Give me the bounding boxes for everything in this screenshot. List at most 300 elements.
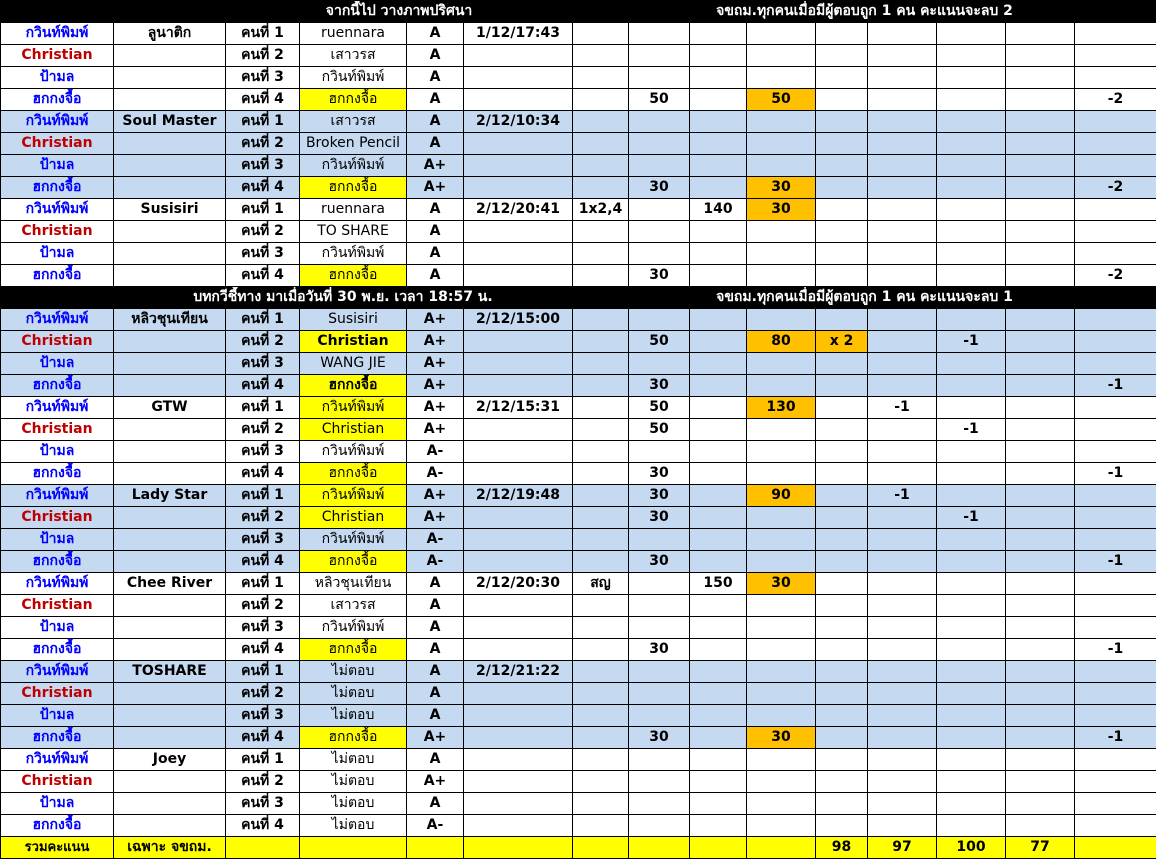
- puzzle-name[interactable]: [114, 375, 226, 397]
- score-cell-c11[interactable]: 30: [629, 551, 690, 573]
- score-cell-c15[interactable]: [868, 23, 937, 45]
- score-cell-c14[interactable]: [816, 441, 868, 463]
- score-cell-c15[interactable]: [868, 375, 937, 397]
- score-cell-c15[interactable]: [868, 243, 937, 265]
- grade-cell[interactable]: A+: [407, 177, 464, 199]
- score-cell-c16[interactable]: [937, 639, 1006, 661]
- score-cell-c11[interactable]: [629, 573, 690, 595]
- score-cell-c16[interactable]: [937, 463, 1006, 485]
- player-name[interactable]: Christian: [1, 221, 114, 243]
- header-note[interactable]: จขถม.ทุกคนเมื่อมีผู้ตอบถูก 1 คน คะแนนจะลบ 1: [573, 287, 1156, 309]
- slot-label[interactable]: คนที่ 4: [226, 89, 300, 111]
- score-cell-c17[interactable]: [1006, 67, 1075, 89]
- puzzle-name[interactable]: [114, 221, 226, 243]
- slot-label[interactable]: คนที่ 1: [226, 661, 300, 683]
- score-cell-c12[interactable]: [690, 419, 747, 441]
- score-cell-c16[interactable]: [937, 23, 1006, 45]
- score-cell-c12[interactable]: [690, 595, 747, 617]
- score-cell-c15[interactable]: [868, 749, 937, 771]
- score-cell-c12[interactable]: [690, 463, 747, 485]
- score-cell-c10[interactable]: [573, 177, 629, 199]
- answer-cell[interactable]: ฮกกงจื้อ: [300, 463, 407, 485]
- score-cell-c17[interactable]: [1006, 507, 1075, 529]
- puzzle-name[interactable]: [114, 727, 226, 749]
- date-cell[interactable]: [464, 419, 573, 441]
- score-cell-c13[interactable]: [747, 45, 816, 67]
- total-blank[interactable]: [407, 837, 464, 859]
- player-name[interactable]: ฮกกงจื้อ: [1, 727, 114, 749]
- score-cell-c12[interactable]: [690, 353, 747, 375]
- score-cell-c16[interactable]: [937, 551, 1006, 573]
- score-cell-c10[interactable]: [573, 661, 629, 683]
- score-cell-c18[interactable]: [1075, 221, 1156, 243]
- score-cell-c13[interactable]: [747, 529, 816, 551]
- player-name[interactable]: ป้ามล: [1, 793, 114, 815]
- score-cell-c10[interactable]: [573, 23, 629, 45]
- puzzle-name[interactable]: [114, 89, 226, 111]
- answer-cell[interactable]: ไม่ตอบ: [300, 683, 407, 705]
- score-cell-c15[interactable]: [868, 551, 937, 573]
- score-cell-c16[interactable]: [937, 661, 1006, 683]
- puzzle-name[interactable]: [114, 353, 226, 375]
- score-cell-c12[interactable]: 140: [690, 199, 747, 221]
- score-cell-c15[interactable]: -1: [868, 485, 937, 507]
- answer-cell[interactable]: กวินท์พิมพ์: [300, 243, 407, 265]
- answer-cell[interactable]: ไม่ตอบ: [300, 815, 407, 837]
- score-cell-c17[interactable]: [1006, 199, 1075, 221]
- score-cell-c18[interactable]: -1: [1075, 727, 1156, 749]
- score-cell-c17[interactable]: [1006, 705, 1075, 727]
- answer-cell[interactable]: กวินท์พิมพ์: [300, 617, 407, 639]
- slot-label[interactable]: คนที่ 2: [226, 419, 300, 441]
- score-cell-c10[interactable]: [573, 551, 629, 573]
- grade-cell[interactable]: A: [407, 45, 464, 67]
- score-cell-c17[interactable]: [1006, 595, 1075, 617]
- date-cell[interactable]: [464, 331, 573, 353]
- score-cell-c14[interactable]: [816, 353, 868, 375]
- score-cell-c17[interactable]: [1006, 793, 1075, 815]
- date-cell[interactable]: 2/12/10:34: [464, 111, 573, 133]
- score-cell-c18[interactable]: [1075, 133, 1156, 155]
- total-blank[interactable]: [573, 837, 629, 859]
- date-cell[interactable]: [464, 727, 573, 749]
- date-cell[interactable]: [464, 441, 573, 463]
- score-cell-c14[interactable]: [816, 309, 868, 331]
- player-name[interactable]: กวินท์พิมพ์: [1, 573, 114, 595]
- grade-cell[interactable]: A+: [407, 397, 464, 419]
- score-cell-c15[interactable]: -1: [868, 397, 937, 419]
- slot-label[interactable]: คนที่ 4: [226, 177, 300, 199]
- puzzle-name[interactable]: [114, 771, 226, 793]
- header-title[interactable]: จากนี้ไป วางภาพปริศนา: [226, 1, 573, 23]
- score-cell-c10[interactable]: [573, 221, 629, 243]
- score-cell-c12[interactable]: [690, 397, 747, 419]
- date-cell[interactable]: [464, 551, 573, 573]
- score-cell-c11[interactable]: [629, 441, 690, 463]
- score-cell-c18[interactable]: [1075, 353, 1156, 375]
- score-cell-c13[interactable]: [747, 507, 816, 529]
- score-cell-c18[interactable]: [1075, 243, 1156, 265]
- score-cell-c18[interactable]: -2: [1075, 265, 1156, 287]
- score-cell-c14[interactable]: [816, 529, 868, 551]
- header-blank[interactable]: [1, 1, 226, 23]
- date-cell[interactable]: [464, 529, 573, 551]
- score-cell-c15[interactable]: [868, 265, 937, 287]
- slot-label[interactable]: คนที่ 1: [226, 199, 300, 221]
- score-cell-c16[interactable]: [937, 705, 1006, 727]
- date-cell[interactable]: [464, 265, 573, 287]
- score-cell-c10[interactable]: [573, 815, 629, 837]
- answer-cell[interactable]: ruennara: [300, 199, 407, 221]
- score-cell-c18[interactable]: [1075, 507, 1156, 529]
- player-name[interactable]: ป้ามล: [1, 155, 114, 177]
- date-cell[interactable]: [464, 793, 573, 815]
- score-cell-c11[interactable]: 30: [629, 507, 690, 529]
- score-cell-c16[interactable]: [937, 749, 1006, 771]
- score-cell-c16[interactable]: [937, 595, 1006, 617]
- score-cell-c15[interactable]: [868, 793, 937, 815]
- score-cell-c18[interactable]: [1075, 595, 1156, 617]
- score-cell-c13[interactable]: [747, 463, 816, 485]
- score-cell-c17[interactable]: [1006, 485, 1075, 507]
- score-cell-c18[interactable]: -1: [1075, 639, 1156, 661]
- score-cell-c17[interactable]: [1006, 111, 1075, 133]
- answer-cell[interactable]: เสาวรส: [300, 111, 407, 133]
- score-cell-c14[interactable]: [816, 23, 868, 45]
- score-cell-c17[interactable]: [1006, 353, 1075, 375]
- grade-cell[interactable]: A+: [407, 353, 464, 375]
- score-cell-c11[interactable]: [629, 595, 690, 617]
- score-cell-c14[interactable]: [816, 771, 868, 793]
- puzzle-name[interactable]: TOSHARE: [114, 661, 226, 683]
- score-cell-c15[interactable]: [868, 727, 937, 749]
- player-name[interactable]: ฮกกงจื้อ: [1, 639, 114, 661]
- score-cell-c18[interactable]: [1075, 397, 1156, 419]
- score-cell-c17[interactable]: [1006, 177, 1075, 199]
- grade-cell[interactable]: A-: [407, 551, 464, 573]
- score-cell-c18[interactable]: [1075, 793, 1156, 815]
- score-cell-c17[interactable]: [1006, 133, 1075, 155]
- score-cell-c14[interactable]: [816, 67, 868, 89]
- puzzle-name[interactable]: [114, 529, 226, 551]
- score-cell-c13[interactable]: [747, 815, 816, 837]
- score-cell-c17[interactable]: [1006, 661, 1075, 683]
- total-blank[interactable]: [747, 837, 816, 859]
- slot-label[interactable]: คนที่ 1: [226, 309, 300, 331]
- score-cell-c12[interactable]: [690, 727, 747, 749]
- score-cell-c15[interactable]: [868, 89, 937, 111]
- score-cell-c10[interactable]: 1x2,4: [573, 199, 629, 221]
- score-cell-c18[interactable]: [1075, 683, 1156, 705]
- puzzle-name[interactable]: Joey: [114, 749, 226, 771]
- slot-label[interactable]: คนที่ 2: [226, 133, 300, 155]
- date-cell[interactable]: [464, 243, 573, 265]
- date-cell[interactable]: [464, 749, 573, 771]
- score-cell-c11[interactable]: [629, 815, 690, 837]
- score-cell-c13[interactable]: [747, 221, 816, 243]
- slot-label[interactable]: คนที่ 1: [226, 749, 300, 771]
- score-cell-c12[interactable]: [690, 639, 747, 661]
- grade-cell[interactable]: A+: [407, 309, 464, 331]
- score-cell-c16[interactable]: [937, 793, 1006, 815]
- player-name[interactable]: กวินท์พิมพ์: [1, 111, 114, 133]
- score-cell-c10[interactable]: [573, 507, 629, 529]
- score-cell-c13[interactable]: 50: [747, 89, 816, 111]
- slot-label[interactable]: คนที่ 1: [226, 485, 300, 507]
- score-cell-c17[interactable]: [1006, 397, 1075, 419]
- answer-cell[interactable]: Christian: [300, 419, 407, 441]
- grade-cell[interactable]: A+: [407, 419, 464, 441]
- score-cell-c14[interactable]: [816, 815, 868, 837]
- answer-cell[interactable]: กวินท์พิมพ์: [300, 529, 407, 551]
- answer-cell[interactable]: ฮกกงจื้อ: [300, 177, 407, 199]
- score-cell-c16[interactable]: [937, 375, 1006, 397]
- score-cell-c16[interactable]: [937, 177, 1006, 199]
- slot-label[interactable]: คนที่ 4: [226, 265, 300, 287]
- total-blank[interactable]: [226, 837, 300, 859]
- score-cell-c14[interactable]: [816, 551, 868, 573]
- grade-cell[interactable]: A+: [407, 331, 464, 353]
- score-cell-c10[interactable]: [573, 617, 629, 639]
- player-name[interactable]: กวินท์พิมพ์: [1, 199, 114, 221]
- score-cell-c14[interactable]: [816, 617, 868, 639]
- score-cell-c12[interactable]: [690, 155, 747, 177]
- date-cell[interactable]: 2/12/20:30: [464, 573, 573, 595]
- player-name[interactable]: ป้ามล: [1, 67, 114, 89]
- score-cell-c18[interactable]: [1075, 441, 1156, 463]
- score-cell-c11[interactable]: [629, 749, 690, 771]
- score-cell-c10[interactable]: [573, 243, 629, 265]
- puzzle-name[interactable]: Lady Star: [114, 485, 226, 507]
- header-blank[interactable]: [1, 287, 114, 309]
- answer-cell[interactable]: ไม่ตอบ: [300, 661, 407, 683]
- puzzle-name[interactable]: [114, 133, 226, 155]
- grade-cell[interactable]: A+: [407, 485, 464, 507]
- score-cell-c14[interactable]: [816, 155, 868, 177]
- slot-label[interactable]: คนที่ 3: [226, 529, 300, 551]
- slot-label[interactable]: คนที่ 4: [226, 375, 300, 397]
- score-cell-c17[interactable]: [1006, 551, 1075, 573]
- score-cell-c15[interactable]: [868, 353, 937, 375]
- score-cell-c10[interactable]: [573, 727, 629, 749]
- date-cell[interactable]: 2/12/15:00: [464, 309, 573, 331]
- score-cell-c17[interactable]: [1006, 265, 1075, 287]
- score-cell-c18[interactable]: [1075, 199, 1156, 221]
- answer-cell[interactable]: กวินท์พิมพ์: [300, 67, 407, 89]
- grade-cell[interactable]: A: [407, 243, 464, 265]
- player-name[interactable]: ฮกกงจื้อ: [1, 551, 114, 573]
- puzzle-name[interactable]: [114, 419, 226, 441]
- slot-label[interactable]: คนที่ 3: [226, 441, 300, 463]
- score-cell-c14[interactable]: [816, 595, 868, 617]
- score-cell-c12[interactable]: [690, 815, 747, 837]
- score-cell-c15[interactable]: [868, 463, 937, 485]
- score-cell-c11[interactable]: 30: [629, 265, 690, 287]
- score-cell-c11[interactable]: [629, 243, 690, 265]
- slot-label[interactable]: คนที่ 3: [226, 243, 300, 265]
- slot-label[interactable]: คนที่ 3: [226, 705, 300, 727]
- puzzle-name[interactable]: [114, 67, 226, 89]
- answer-cell[interactable]: หลิวชุนเทียน: [300, 573, 407, 595]
- score-cell-c12[interactable]: [690, 265, 747, 287]
- score-cell-c12[interactable]: [690, 133, 747, 155]
- score-cell-c11[interactable]: [629, 529, 690, 551]
- score-cell-c17[interactable]: [1006, 749, 1075, 771]
- date-cell[interactable]: [464, 705, 573, 727]
- slot-label[interactable]: คนที่ 2: [226, 683, 300, 705]
- score-cell-c11[interactable]: [629, 771, 690, 793]
- grade-cell[interactable]: A: [407, 221, 464, 243]
- score-cell-c13[interactable]: 130: [747, 397, 816, 419]
- answer-cell[interactable]: ไม่ตอบ: [300, 771, 407, 793]
- score-cell-c18[interactable]: -1: [1075, 551, 1156, 573]
- puzzle-name[interactable]: Soul Master: [114, 111, 226, 133]
- score-cell-c18[interactable]: [1075, 67, 1156, 89]
- score-cell-c15[interactable]: [868, 683, 937, 705]
- total-blank[interactable]: [629, 837, 690, 859]
- score-cell-c14[interactable]: [816, 199, 868, 221]
- score-cell-c13[interactable]: [747, 617, 816, 639]
- puzzle-name[interactable]: [114, 463, 226, 485]
- score-cell-c14[interactable]: [816, 705, 868, 727]
- answer-cell[interactable]: เสาวรส: [300, 45, 407, 67]
- score-cell-c13[interactable]: [747, 155, 816, 177]
- score-cell-c15[interactable]: [868, 67, 937, 89]
- score-cell-c14[interactable]: [816, 661, 868, 683]
- grade-cell[interactable]: A: [407, 705, 464, 727]
- score-cell-c12[interactable]: [690, 661, 747, 683]
- score-cell-c13[interactable]: [747, 67, 816, 89]
- score-cell-c14[interactable]: [816, 133, 868, 155]
- answer-cell[interactable]: ฮกกงจื้อ: [300, 265, 407, 287]
- player-name[interactable]: Christian: [1, 133, 114, 155]
- player-name[interactable]: Christian: [1, 683, 114, 705]
- score-cell-c12[interactable]: [690, 111, 747, 133]
- score-cell-c14[interactable]: [816, 463, 868, 485]
- score-cell-c12[interactable]: [690, 45, 747, 67]
- player-name[interactable]: ป้ามล: [1, 617, 114, 639]
- score-cell-c16[interactable]: [937, 111, 1006, 133]
- score-cell-c13[interactable]: [747, 705, 816, 727]
- date-cell[interactable]: 1/12/17:43: [464, 23, 573, 45]
- score-cell-c16[interactable]: [937, 441, 1006, 463]
- puzzle-name[interactable]: [114, 815, 226, 837]
- score-cell-c18[interactable]: -1: [1075, 375, 1156, 397]
- score-cell-c11[interactable]: [629, 199, 690, 221]
- score-cell-c11[interactable]: [629, 617, 690, 639]
- score-cell-c15[interactable]: [868, 331, 937, 353]
- score-cell-c18[interactable]: [1075, 419, 1156, 441]
- score-cell-c16[interactable]: [937, 67, 1006, 89]
- player-name[interactable]: ป้ามล: [1, 705, 114, 727]
- date-cell[interactable]: 2/12/20:41: [464, 199, 573, 221]
- score-cell-c14[interactable]: [816, 749, 868, 771]
- puzzle-name[interactable]: หลิวชุนเทียน: [114, 309, 226, 331]
- score-cell-c16[interactable]: [937, 815, 1006, 837]
- grade-cell[interactable]: A: [407, 661, 464, 683]
- grade-cell[interactable]: A: [407, 265, 464, 287]
- date-cell[interactable]: [464, 177, 573, 199]
- score-cell-c11[interactable]: [629, 67, 690, 89]
- grade-cell[interactable]: A: [407, 595, 464, 617]
- score-cell-c10[interactable]: [573, 353, 629, 375]
- puzzle-name[interactable]: [114, 155, 226, 177]
- grade-cell[interactable]: A: [407, 23, 464, 45]
- grade-cell[interactable]: A-: [407, 463, 464, 485]
- grade-cell[interactable]: A: [407, 133, 464, 155]
- score-cell-c11[interactable]: [629, 683, 690, 705]
- score-cell-c14[interactable]: [816, 265, 868, 287]
- score-cell-c17[interactable]: [1006, 727, 1075, 749]
- grade-cell[interactable]: A: [407, 199, 464, 221]
- score-cell-c11[interactable]: 30: [629, 727, 690, 749]
- score-cell-c11[interactable]: 50: [629, 89, 690, 111]
- slot-label[interactable]: คนที่ 1: [226, 397, 300, 419]
- score-cell-c11[interactable]: 30: [629, 177, 690, 199]
- score-cell-c17[interactable]: [1006, 639, 1075, 661]
- score-cell-c12[interactable]: [690, 309, 747, 331]
- score-cell-c12[interactable]: [690, 67, 747, 89]
- score-cell-c11[interactable]: 50: [629, 331, 690, 353]
- player-name[interactable]: ฮกกงจื้อ: [1, 89, 114, 111]
- score-cell-c13[interactable]: [747, 661, 816, 683]
- score-cell-c12[interactable]: [690, 551, 747, 573]
- score-cell-c17[interactable]: [1006, 45, 1075, 67]
- player-name[interactable]: Christian: [1, 507, 114, 529]
- score-cell-c12[interactable]: [690, 375, 747, 397]
- score-cell-c14[interactable]: [816, 727, 868, 749]
- score-cell-c12[interactable]: [690, 441, 747, 463]
- date-cell[interactable]: [464, 133, 573, 155]
- answer-cell[interactable]: กวินท์พิมพ์: [300, 485, 407, 507]
- answer-cell[interactable]: เสาวรส: [300, 595, 407, 617]
- player-name[interactable]: ฮกกงจื้อ: [1, 265, 114, 287]
- grade-cell[interactable]: A+: [407, 375, 464, 397]
- score-cell-c13[interactable]: 30: [747, 727, 816, 749]
- score-cell-c17[interactable]: [1006, 617, 1075, 639]
- player-name[interactable]: ฮกกงจื้อ: [1, 463, 114, 485]
- puzzle-name[interactable]: Susisiri: [114, 199, 226, 221]
- score-cell-c11[interactable]: 30: [629, 639, 690, 661]
- score-cell-c17[interactable]: [1006, 221, 1075, 243]
- score-cell-c18[interactable]: [1075, 815, 1156, 837]
- score-cell-c13[interactable]: [747, 111, 816, 133]
- score-cell-c11[interactable]: 30: [629, 375, 690, 397]
- score-cell-c17[interactable]: [1006, 309, 1075, 331]
- score-cell-c17[interactable]: [1006, 529, 1075, 551]
- score-cell-c12[interactable]: [690, 749, 747, 771]
- score-cell-c10[interactable]: [573, 111, 629, 133]
- score-cell-c12[interactable]: [690, 683, 747, 705]
- slot-label[interactable]: คนที่ 1: [226, 23, 300, 45]
- score-cell-c15[interactable]: [868, 199, 937, 221]
- grade-cell[interactable]: A+: [407, 155, 464, 177]
- score-cell-c16[interactable]: [937, 199, 1006, 221]
- score-cell-c13[interactable]: 80: [747, 331, 816, 353]
- score-cell-c15[interactable]: [868, 595, 937, 617]
- date-cell[interactable]: [464, 375, 573, 397]
- player-name[interactable]: Christian: [1, 419, 114, 441]
- score-cell-c10[interactable]: [573, 793, 629, 815]
- slot-label[interactable]: คนที่ 4: [226, 639, 300, 661]
- date-cell[interactable]: [464, 221, 573, 243]
- score-cell-c16[interactable]: [937, 243, 1006, 265]
- score-cell-c12[interactable]: 150: [690, 573, 747, 595]
- score-cell-c17[interactable]: [1006, 771, 1075, 793]
- score-cell-c12[interactable]: [690, 331, 747, 353]
- score-cell-c12[interactable]: [690, 617, 747, 639]
- score-cell-c16[interactable]: [937, 397, 1006, 419]
